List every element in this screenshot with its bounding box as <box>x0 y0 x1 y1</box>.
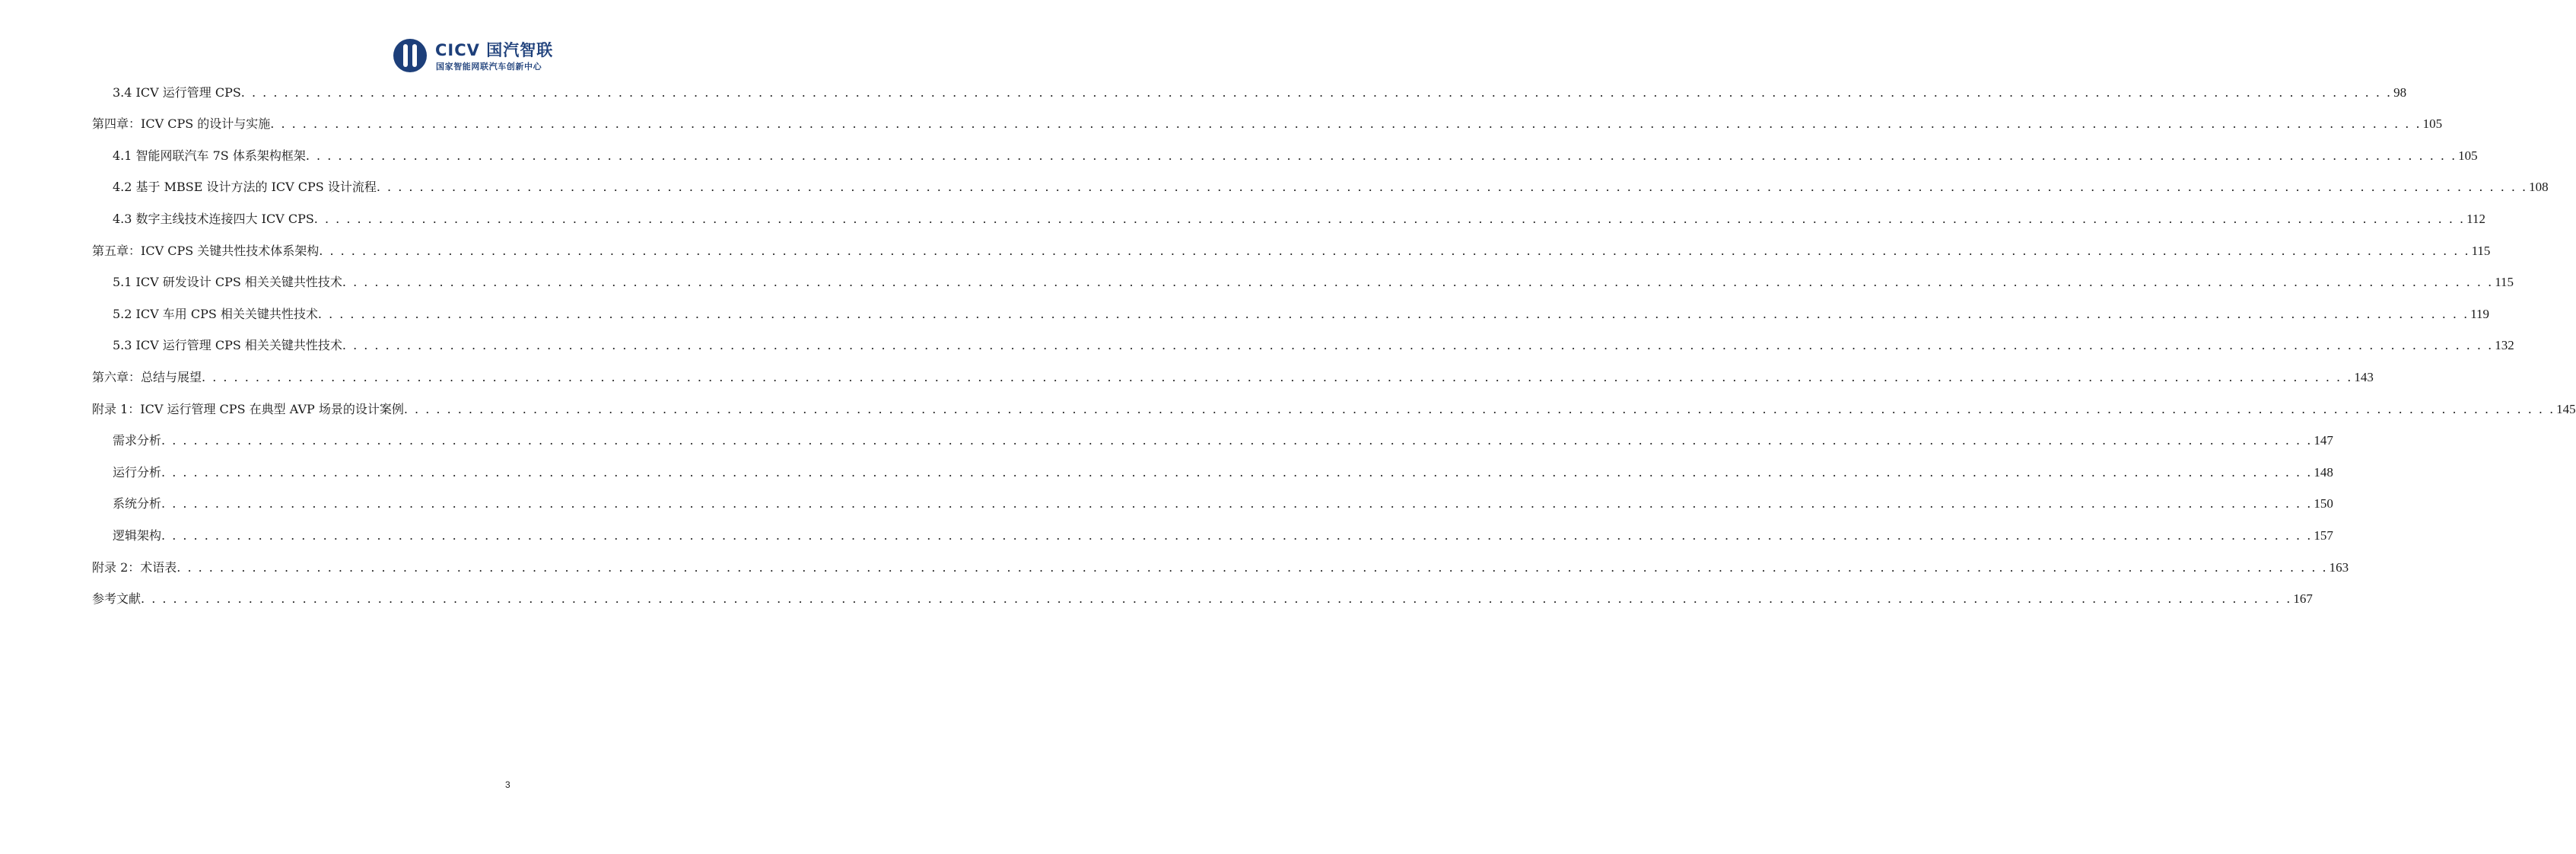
toc-entry-page: 105 <box>2422 116 2443 132</box>
toc-dot-leader: . . . . . . . . . . . . . . . . . . . . . . . . . . . . . . . . . . . . . . . . . . . . . . . . . . . . . . . . . . . . . . . . . . . . . . . . . . . . . . . . . . . . . . . . . . . . . . . . . . . . . . . . . . . . . . . . . . . . . . . . . . . . . . . . . . . . . . . . . . . . . . . . . . . . . . . . . . . . . . . . . . . . . . . . . . . . . . . . . . . . . . . . . . . . . . . . . . . . . . . . <box>240 84 2393 100</box>
toc-entry-page: 150 <box>2314 496 2333 511</box>
toc-entry-title: 5.2 ICV 车用 CPS 相关关键共性技术 <box>113 306 318 321</box>
toc-entry[interactable] <box>92 358 2374 390</box>
toc-dot-leader: . . . . . . . . . . . . . . . . . . . . . . . . . . . . . . . . . . . . . . . . . . . . . . . . . . . . . . . . . . . . . . . . . . . . . . . . . . . . . . . . . . . . . . . . . . . . . . . . . . . . . . . . . . . . . . . . . . . . . . . . . . . . . . . . . . . . . . . . . . . . . . . . . . . . . . . . . . . . . . . . . . . . . . . . . . . . . . . . . . . . . . . . . . . . . . . . . . . . . . . . <box>141 591 2292 607</box>
logo-title: CICV 国汽智联 <box>435 41 554 59</box>
toc-entry-title: 第六章：总结与展望 <box>92 369 202 384</box>
toc-entry[interactable] <box>92 581 2313 613</box>
toc-entry[interactable] <box>92 422 2333 454</box>
toc-entry-title: 参考文献 <box>92 591 142 607</box>
logo <box>393 37 568 75</box>
toc-entry-title: 系统分析 <box>113 496 162 511</box>
toc-entry-title: 需求分析 <box>113 433 162 448</box>
toc-entry-page: 98 <box>2393 84 2407 100</box>
toc-entry[interactable] <box>92 169 2549 201</box>
toc-entry-page: 157 <box>2314 527 2333 543</box>
toc-entry-title: 附录 1：ICV 运行管理 CPS 在典型 AVP 场景的设计案例 <box>92 401 404 416</box>
toc-entry[interactable] <box>92 74 2407 106</box>
toc-dot-leader: . . . . . . . . . . . . . . . . . . . . . . . . . . . . . . . . . . . . . . . . . . . . . . . . . . . . . . . . . . . . . . . . . . . . . . . . . . . . . . . . . . . . . . . . . . . . . . . . . . . . . . . . . . . . . . . . . . . . . . . . . . . . . . . . . . . . . . . . . . . . . . . . . . . . . . . . . . . . . . . . . . . . . . . . . . . . . . . . . . . . . . . . . . . . . . . . . . . . . . . . <box>161 464 2313 480</box>
toc-entry-title: 逻辑架构 <box>113 527 162 543</box>
toc-dot-leader: . . . . . . . . . . . . . . . . . . . . . . . . . . . . . . . . . . . . . . . . . . . . . . . . . . . . . . . . . . . . . . . . . . . . . . . . . . . . . . . . . . . . . . . . . . . . . . . . . . . . . . . . . . . . . . . . . . . . . . . . . . . . . . . . . . . . . . . . . . . . . . . . . . . . . . . . . . . . . . . . . . . . . . . . . . . . . . . . . . . . . . . . . . . . . . . . . . . . . . . . <box>376 180 2528 195</box>
toc-dot-leader: . . . . . . . . . . . . . . . . . . . . . . . . . . . . . . . . . . . . . . . . . . . . . . . . . . . . . . . . . . . . . . . . . . . . . . . . . . . . . . . . . . . . . . . . . . . . . . . . . . . . . . . . . . . . . . . . . . . . . . . . . . . . . . . . . . . . . . . . . . . . . . . . . . . . . . . . . . . . . . . . . . . . . . . . . . . . . . . . . . . . . . . . . . . . . . . . . . . . . . . . <box>403 401 2555 416</box>
toc-entry-title: 4.2 基于 MBSE 设计方法的 ICV CPS 设计流程 <box>113 180 377 195</box>
toc-entry-page: 112 <box>2466 211 2485 226</box>
toc-entry[interactable] <box>92 137 2478 169</box>
toc-dot-leader: . . . . . . . . . . . . . . . . . . . . . . . . . . . . . . . . . . . . . . . . . . . . . . . . . . . . . . . . . . . . . . . . . . . . . . . . . . . . . . . . . . . . . . . . . . . . . . . . . . . . . . . . . . . . . . . . . . . . . . . . . . . . . . . . . . . . . . . . . . . . . . . . . . . . . . . . . . . . . . . . . . . . . . . . . . . . . . . . . . . . . . . . . . . . . . . . . . . . . . . . <box>270 116 2422 132</box>
toc-dot-leader: . . . . . . . . . . . . . . . . . . . . . . . . . . . . . . . . . . . . . . . . . . . . . . . . . . . . . . . . . . . . . . . . . . . . . . . . . . . . . . . . . . . . . . . . . . . . . . . . . . . . . . . . . . . . . . . . . . . . . . . . . . . . . . . . . . . . . . . . . . . . . . . . . . . . . . . . . . . . . . . . . . . . . . . . . . . . . . . . . . . . . . . . . . . . . . . . . . . . . . . . <box>313 211 2466 226</box>
toc-entry-page: 147 <box>2314 433 2333 448</box>
toc-entry-page: 143 <box>2354 369 2374 384</box>
toc-entry[interactable] <box>92 264 2514 296</box>
toc-dot-leader: . . . . . . . . . . . . . . . . . . . . . . . . . . . . . . . . . . . . . . . . . . . . . . . . . . . . . . . . . . . . . . . . . . . . . . . . . . . . . . . . . . . . . . . . . . . . . . . . . . . . . . . . . . . . . . . . . . . . . . . . . . . . . . . . . . . . . . . . . . . . . . . . . . . . . . . . . . . . . . . . . . . . . . . . . . . . . . . . . . . . . . . . . . . . . . . . . . . . . . . . <box>305 148 2457 163</box>
toc-entry-page: 163 <box>2329 559 2349 575</box>
table-of-contents <box>92 74 2576 612</box>
toc-entry-title: 第五章：ICV CPS 关键共性技术体系架构 <box>92 243 320 258</box>
toc-entry-page: 167 <box>2293 591 2313 607</box>
toc-entry-title: 3.4 ICV 运行管理 CPS <box>113 84 241 100</box>
toc-entry-title: 附录 2：术语表 <box>92 559 177 575</box>
toc-entry-title: 运行分析 <box>113 464 162 480</box>
toc-dot-leader: . . . . . . . . . . . . . . . . . . . . . . . . . . . . . . . . . . . . . . . . . . . . . . . . . . . . . . . . . . . . . . . . . . . . . . . . . . . . . . . . . . . . . . . . . . . . . . . . . . . . . . . . . . . . . . . . . . . . . . . . . . . . . . . . . . . . . . . . . . . . . . . . . . . . . . . . . . . . . . . . . . . . . . . . . . . . . . . . . . . . . . . . . . . . . . . . . . . . . . . . <box>202 369 2353 384</box>
toc-entry[interactable] <box>92 295 2490 327</box>
toc-entry-page: 105 <box>2458 148 2478 163</box>
toc-entry-page: 115 <box>2471 243 2491 258</box>
toc-entry-page: 145 <box>2556 401 2576 416</box>
toc-entry-title: 4.3 数字主线技术连接四大 ICV CPS <box>113 211 314 226</box>
toc-entry-page: 108 <box>2529 180 2549 195</box>
toc-entry[interactable] <box>92 486 2333 518</box>
toc-entry-title: 第四章：ICV CPS 的设计与实施 <box>92 116 271 132</box>
page-number: 3 <box>505 779 510 790</box>
toc-dot-leader: . . . . . . . . . . . . . . . . . . . . . . . . . . . . . . . . . . . . . . . . . . . . . . . . . . . . . . . . . . . . . . . . . . . . . . . . . . . . . . . . . . . . . . . . . . . . . . . . . . . . . . . . . . . . . . . . . . . . . . . . . . . . . . . . . . . . . . . . . . . . . . . . . . . . . . . . . . . . . . . . . . . . . . . . . . . . . . . . . . . . . . . . . . . . . . . . . . . . . . . . <box>177 559 2328 575</box>
toc-entry-title: 4.1 智能网联汽车 7S 体系架构框架 <box>113 148 306 163</box>
toc-entry-title: 5.1 ICV 研发设计 CPS 相关关键共性技术 <box>113 275 342 290</box>
logo-subtitle: 国家智能网联汽车创新中心 <box>436 62 542 72</box>
toc-dot-leader: . . . . . . . . . . . . . . . . . . . . . . . . . . . . . . . . . . . . . . . . . . . . . . . . . . . . . . . . . . . . . . . . . . . . . . . . . . . . . . . . . . . . . . . . . . . . . . . . . . . . . . . . . . . . . . . . . . . . . . . . . . . . . . . . . . . . . . . . . . . . . . . . . . . . . . . . . . . . . . . . . . . . . . . . . . . . . . . . . . . . . . . . . . . . . . . . . . . . . . . . <box>161 527 2313 543</box>
toc-entry[interactable] <box>92 232 2491 264</box>
toc-entry-page: 115 <box>2495 275 2514 290</box>
toc-entry-title: 5.3 ICV 运行管理 CPS 相关关键共性技术 <box>113 338 342 353</box>
cicv-logo-icon <box>393 38 428 73</box>
toc-entry-page: 119 <box>2470 306 2490 321</box>
toc-dot-leader: . . . . . . . . . . . . . . . . . . . . . . . . . . . . . . . . . . . . . . . . . . . . . . . . . . . . . . . . . . . . . . . . . . . . . . . . . . . . . . . . . . . . . . . . . . . . . . . . . . . . . . . . . . . . . . . . . . . . . . . . . . . . . . . . . . . . . . . . . . . . . . . . . . . . . . . . . . . . . . . . . . . . . . . . . . . . . . . . . . . . . . . . . . . . . . . . . . . . . . . . <box>342 338 2494 353</box>
toc-entry[interactable] <box>92 454 2333 486</box>
toc-entry-page: 148 <box>2314 464 2333 480</box>
toc-entry[interactable] <box>92 200 2485 232</box>
toc-entry[interactable] <box>92 517 2333 549</box>
toc-dot-leader: . . . . . . . . . . . . . . . . . . . . . . . . . . . . . . . . . . . . . . . . . . . . . . . . . . . . . . . . . . . . . . . . . . . . . . . . . . . . . . . . . . . . . . . . . . . . . . . . . . . . . . . . . . . . . . . . . . . . . . . . . . . . . . . . . . . . . . . . . . . . . . . . . . . . . . . . . . . . . . . . . . . . . . . . . . . . . . . . . . . . . . . . . . . . . . . . . . . . . . . . <box>317 306 2469 321</box>
toc-dot-leader: . . . . . . . . . . . . . . . . . . . . . . . . . . . . . . . . . . . . . . . . . . . . . . . . . . . . . . . . . . . . . . . . . . . . . . . . . . . . . . . . . . . . . . . . . . . . . . . . . . . . . . . . . . . . . . . . . . . . . . . . . . . . . . . . . . . . . . . . . . . . . . . . . . . . . . . . . . . . . . . . . . . . . . . . . . . . . . . . . . . . . . . . . . . . . . . . . . . . . . . . <box>319 243 2470 258</box>
toc-dot-leader: . . . . . . . . . . . . . . . . . . . . . . . . . . . . . . . . . . . . . . . . . . . . . . . . . . . . . . . . . . . . . . . . . . . . . . . . . . . . . . . . . . . . . . . . . . . . . . . . . . . . . . . . . . . . . . . . . . . . . . . . . . . . . . . . . . . . . . . . . . . . . . . . . . . . . . . . . . . . . . . . . . . . . . . . . . . . . . . . . . . . . . . . . . . . . . . . . . . . . . . . <box>161 496 2313 511</box>
toc-dot-leader: . . . . . . . . . . . . . . . . . . . . . . . . . . . . . . . . . . . . . . . . . . . . . . . . . . . . . . . . . . . . . . . . . . . . . . . . . . . . . . . . . . . . . . . . . . . . . . . . . . . . . . . . . . . . . . . . . . . . . . . . . . . . . . . . . . . . . . . . . . . . . . . . . . . . . . . . . . . . . . . . . . . . . . . . . . . . . . . . . . . . . . . . . . . . . . . . . . . . . . . . <box>342 275 2494 290</box>
toc-dot-leader: . . . . . . . . . . . . . . . . . . . . . . . . . . . . . . . . . . . . . . . . . . . . . . . . . . . . . . . . . . . . . . . . . . . . . . . . . . . . . . . . . . . . . . . . . . . . . . . . . . . . . . . . . . . . . . . . . . . . . . . . . . . . . . . . . . . . . . . . . . . . . . . . . . . . . . . . . . . . . . . . . . . . . . . . . . . . . . . . . . . . . . . . . . . . . . . . . . . . . . . . <box>161 433 2313 448</box>
toc-entry[interactable] <box>92 106 2443 138</box>
toc-entry[interactable] <box>92 327 2514 359</box>
toc-entry[interactable] <box>92 390 2576 422</box>
toc-entry[interactable] <box>92 549 2349 581</box>
toc-entry-page: 132 <box>2495 338 2514 353</box>
